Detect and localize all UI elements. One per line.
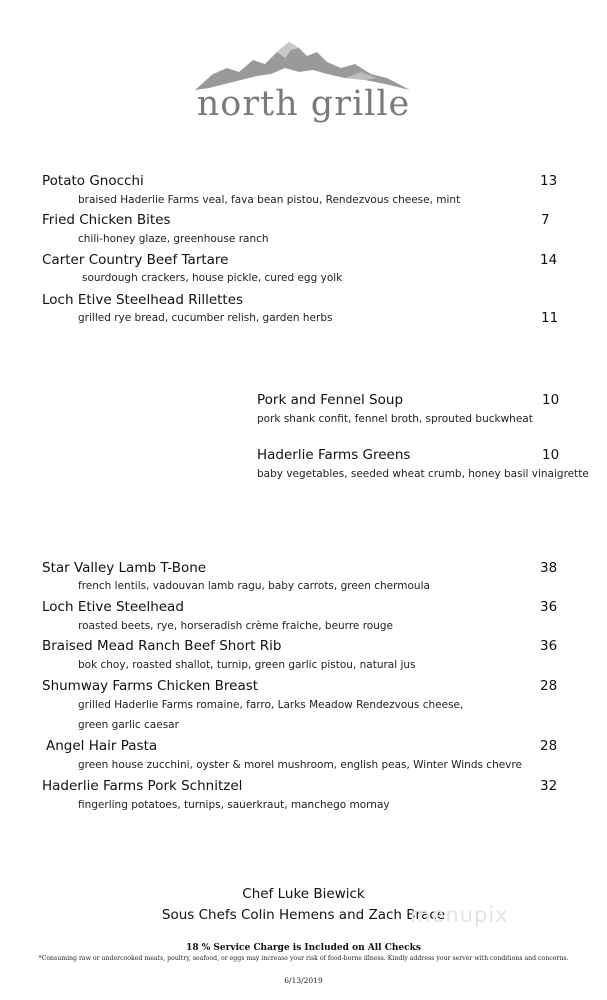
menu-item-description: french lentils, vadouvan lamb ragu, baby carrots, green chermoula [78, 580, 430, 592]
menu-item-name: Potato Gnocchi [42, 173, 144, 189]
menu-item-price: 28 [540, 678, 558, 694]
menu-item-price: 11 [541, 310, 559, 326]
menu-item-price: 28 [540, 738, 558, 754]
chef-credit: Chef Luke Biewick [242, 886, 365, 902]
menu-item-name: Fried Chicken Bites [42, 212, 171, 228]
menu-item-description: braised Haderlie Farms veal, fava bean pistou, Rendezvous cheese, mint [78, 194, 461, 206]
menu-item-name: Haderlie Farms Pork Schnitzel [42, 778, 243, 794]
menu-item-price: 36 [540, 638, 558, 654]
menu-item-description-continued: green garlic caesar [78, 719, 179, 731]
menu-item-description: baby vegetables, seeded wheat crumb, honey basil vinaigrette [257, 468, 589, 480]
service-charge-note: 18 % Service Charge is Included on All Checks [186, 943, 421, 953]
sous-chef-credit: Sous Chefs Colin Hemens and Zach Brace [161, 907, 446, 923]
menu-item-price: 14 [540, 252, 558, 268]
menu-item-description: chili-honey glaze, greenhouse ranch [78, 233, 269, 245]
menu-item-name: Star Valley Lamb T-Bone [42, 560, 207, 576]
restaurant-logo-text: north grille [196, 84, 411, 124]
menu-item-price: 10 [542, 392, 560, 408]
food-safety-disclaimer: *Consuming raw or undercooked meats, poultry, seafood, or eggs may increase your risk of food-borne illness. Kindly address your server with conditions and concerns. [38, 955, 569, 962]
watermark-text: menupix [410, 903, 509, 927]
menu-item-name: Haderlie Farms Greens [257, 447, 411, 463]
menu-item-name: Shumway Farms Chicken Breast [42, 678, 259, 694]
menu-item-description: grilled Haderlie Farms romaine, farro, Larks Meadow Rendezvous cheese, [78, 699, 464, 711]
menu-item-price: 32 [540, 778, 558, 794]
menu-item-description: roasted beets, rye, horseradish crème fraiche, beurre rouge [78, 620, 393, 632]
menu-date: 6/13/2019 [284, 976, 323, 985]
menu-item-description: fingerling potatoes, turnips, sauerkraut, manchego mornay [78, 799, 390, 811]
menu-item-price: 36 [540, 599, 558, 615]
menu-item-name: Pork and Fennel Soup [257, 392, 404, 408]
menu-item-price: 7 [541, 212, 550, 228]
menu-item-description: sourdough crackers, house pickle, cured egg yolk [82, 272, 343, 284]
menu-item-name: Loch Etive Steelhead Rillettes [42, 292, 244, 308]
menu-item-description: green house zucchini, oyster & morel mushroom, english peas, Winter Winds chevre [78, 759, 522, 771]
menu-item-description: grilled rye bread, cucumber relish, garden herbs [78, 312, 333, 324]
menu-item-name: Loch Etive Steelhead [42, 599, 184, 615]
menu-item-description: pork shank confit, fennel broth, sprouted buckwheat [257, 413, 533, 425]
menu-item-name: Carter Country Beef Tartare [42, 252, 229, 268]
menu-item-price: 38 [540, 560, 558, 576]
menu-item-description: bok choy, roasted shallot, turnip, green garlic pistou, natural jus [78, 659, 416, 671]
menu-item-price: 13 [540, 173, 558, 189]
menu-item-name: Angel Hair Pasta [46, 738, 158, 754]
menu-item-price: 10 [542, 447, 560, 463]
menu-item-name: Braised Mead Ranch Beef Short Rib [42, 638, 282, 654]
